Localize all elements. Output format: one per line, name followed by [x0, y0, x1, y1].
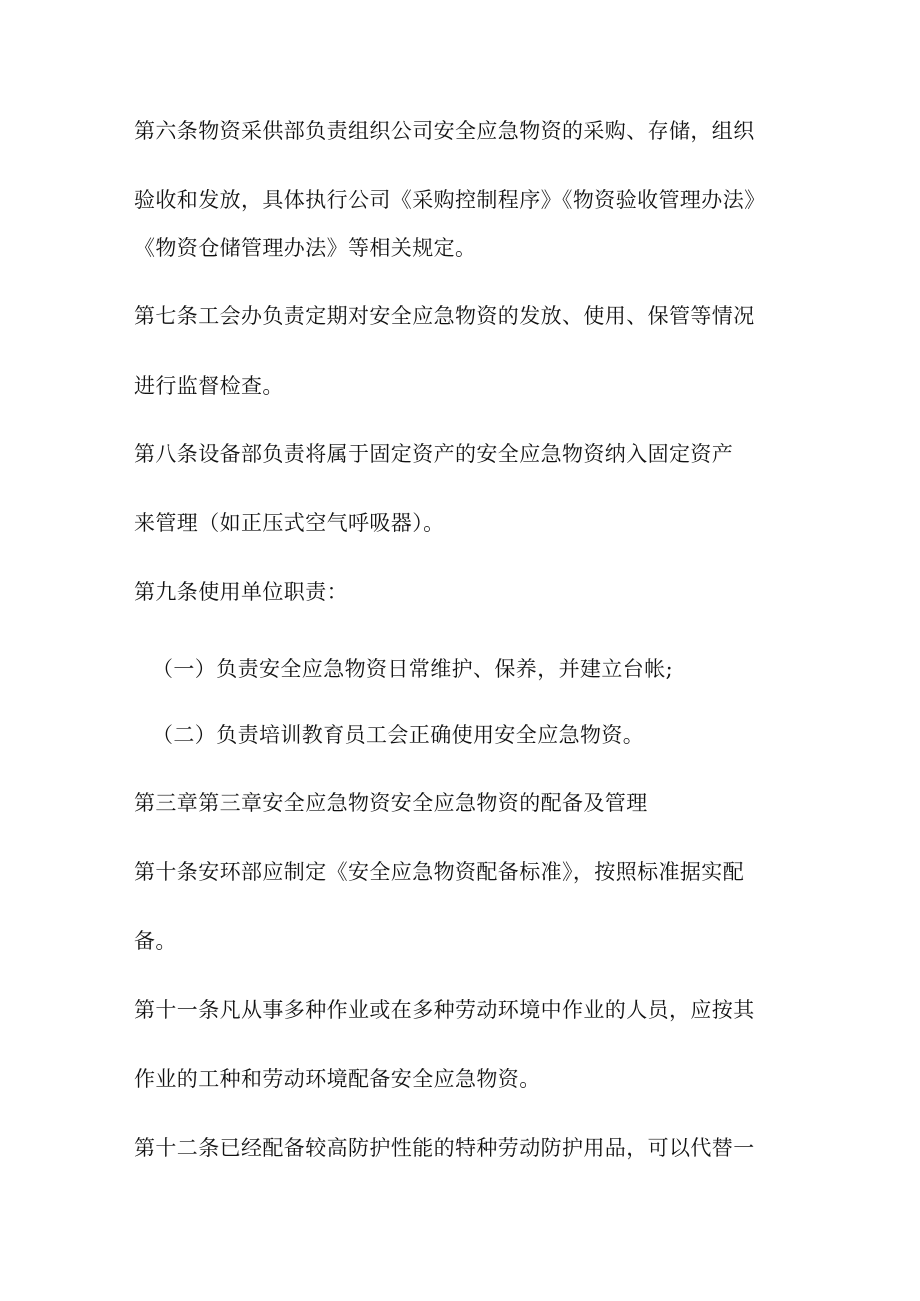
- text-line: 第十二条已经配备较高防护性能的特种劳动防护用品，可以代替一: [134, 1136, 755, 1160]
- text-line: 《物资仓储管理办法》等相关规定。: [134, 236, 477, 260]
- text-line: 第九条使用单位职责：: [134, 580, 348, 604]
- chapter-heading: 第三章第三章安全应急物资安全应急物资的配备及管理: [134, 791, 648, 815]
- text-line: 第十条安环部应制定《安全应急物资配备标准》，按照标准据实配: [134, 860, 745, 884]
- text-line: 第八条设备部负责将属于固定资产的安全应急物资纳入固定资产: [134, 442, 734, 466]
- text-line: 第十一条凡从事多种作业或在多种劳动环境中作业的人员，应按其: [134, 998, 755, 1022]
- text-line: 验收和发放，具体执行公司《采购控制程序》《物资验收管理办法》: [134, 188, 766, 212]
- text-line: 第六条物资采供部负责组织公司安全应急物资的采购、存储，组织: [134, 119, 755, 143]
- text-line: 来管理（如正压式空气呼吸器）。: [134, 511, 445, 535]
- text-line: 作业的工种和劳动环境配备安全应急物资。: [134, 1067, 541, 1091]
- list-item: （二）负责培训教育员工会正确使用安全应急物资。: [152, 723, 645, 747]
- text-line: 备。: [134, 929, 177, 953]
- text-line: 第七条工会办负责定期对安全应急物资的发放、使用、保管等情况: [134, 304, 755, 328]
- text-line: 进行监督检查。: [134, 374, 284, 398]
- list-item: （一）负责安全应急物资日常维护、保养，并建立台帐;: [152, 657, 674, 681]
